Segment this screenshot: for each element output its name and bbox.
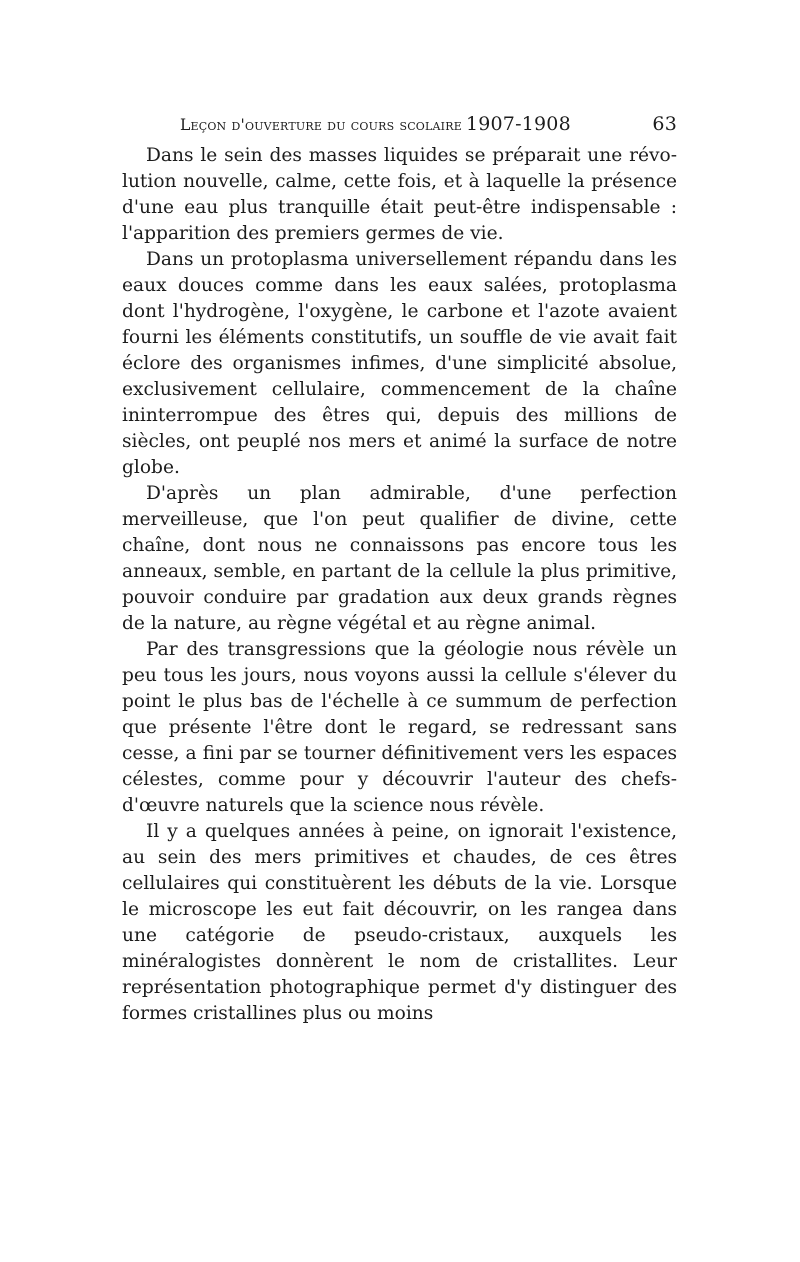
running-title [180, 113, 571, 135]
body-text [122, 143, 677, 1027]
paragraph: D'après un plan admirable, d'une perfection merveilleuse, que l'on peut qualifier de divine, cette chaîne, dont nous ne connaissons pas encore tous les anneaux, semble, en partant de la cellule la plus primitive, pouvoir conduire par gradation aux deux grands règnes de la nature, au règne végétal et au règne animal. [122, 483, 677, 634]
paragraph: Dans un protoplasma universellement répandu dans les eaux douces comme dans les eaux salées, protoplasma dont l'hydrogène, l'oxygène, le carbone et l'azote avaient fourni les éléments constitutifs, un souffle de vie avait fait éclore des organismes infimes, d'une simplicité absolue, exclusivement cellulaire, commencement de la chaîne ininterrompue des êtres qui, depuis des millions de siècles, ont peuplé nos mers et animé la surface de notre globe. [122, 249, 677, 478]
book-page [122, 113, 677, 1027]
paragraph: Il y a quelques années à peine, on ignorait l'existence, au sein des mers primitives et chaudes, de ces êtres cellulaires qui constituèrent les débuts de la vie. Lorsque le microscope les eut fait découvrir, on les rangea dans une catégorie de pseudo-cristaux, auxquels les minéralogistes donnèrent le nom de cristallites. Leur représentation photographique permet d'y distinguer des formes cristallines plus ou moins [122, 821, 677, 1024]
page-number: 63 [652, 113, 677, 135]
running-title-years: 1907-1908 [465, 113, 571, 135]
running-header [180, 113, 677, 143]
paragraph: Par des transgressions que la géologie nous révèle un peu tous les jours, nous voyons aussi la cellule s'élever du point le plus bas de l'échelle à ce summum de perfection que présente l'être dont le regard, se redressant sans cesse, a fini par se tourner définitivement vers les espaces célestes, comme pour y découvrir l'auteur des chefs-d'œuvre naturels que la science nous révèle. [122, 639, 677, 816]
paragraph: Dans le sein des masses liquides se préparait une révolution nouvelle, calme, cette fois, et à laquelle la présence d'une eau plus tranquille était peut-être indispensable : l'apparition des premiers germes de vie. [122, 145, 677, 244]
running-title-text: Leçon d'ouverture du cours scolaire [180, 116, 462, 134]
